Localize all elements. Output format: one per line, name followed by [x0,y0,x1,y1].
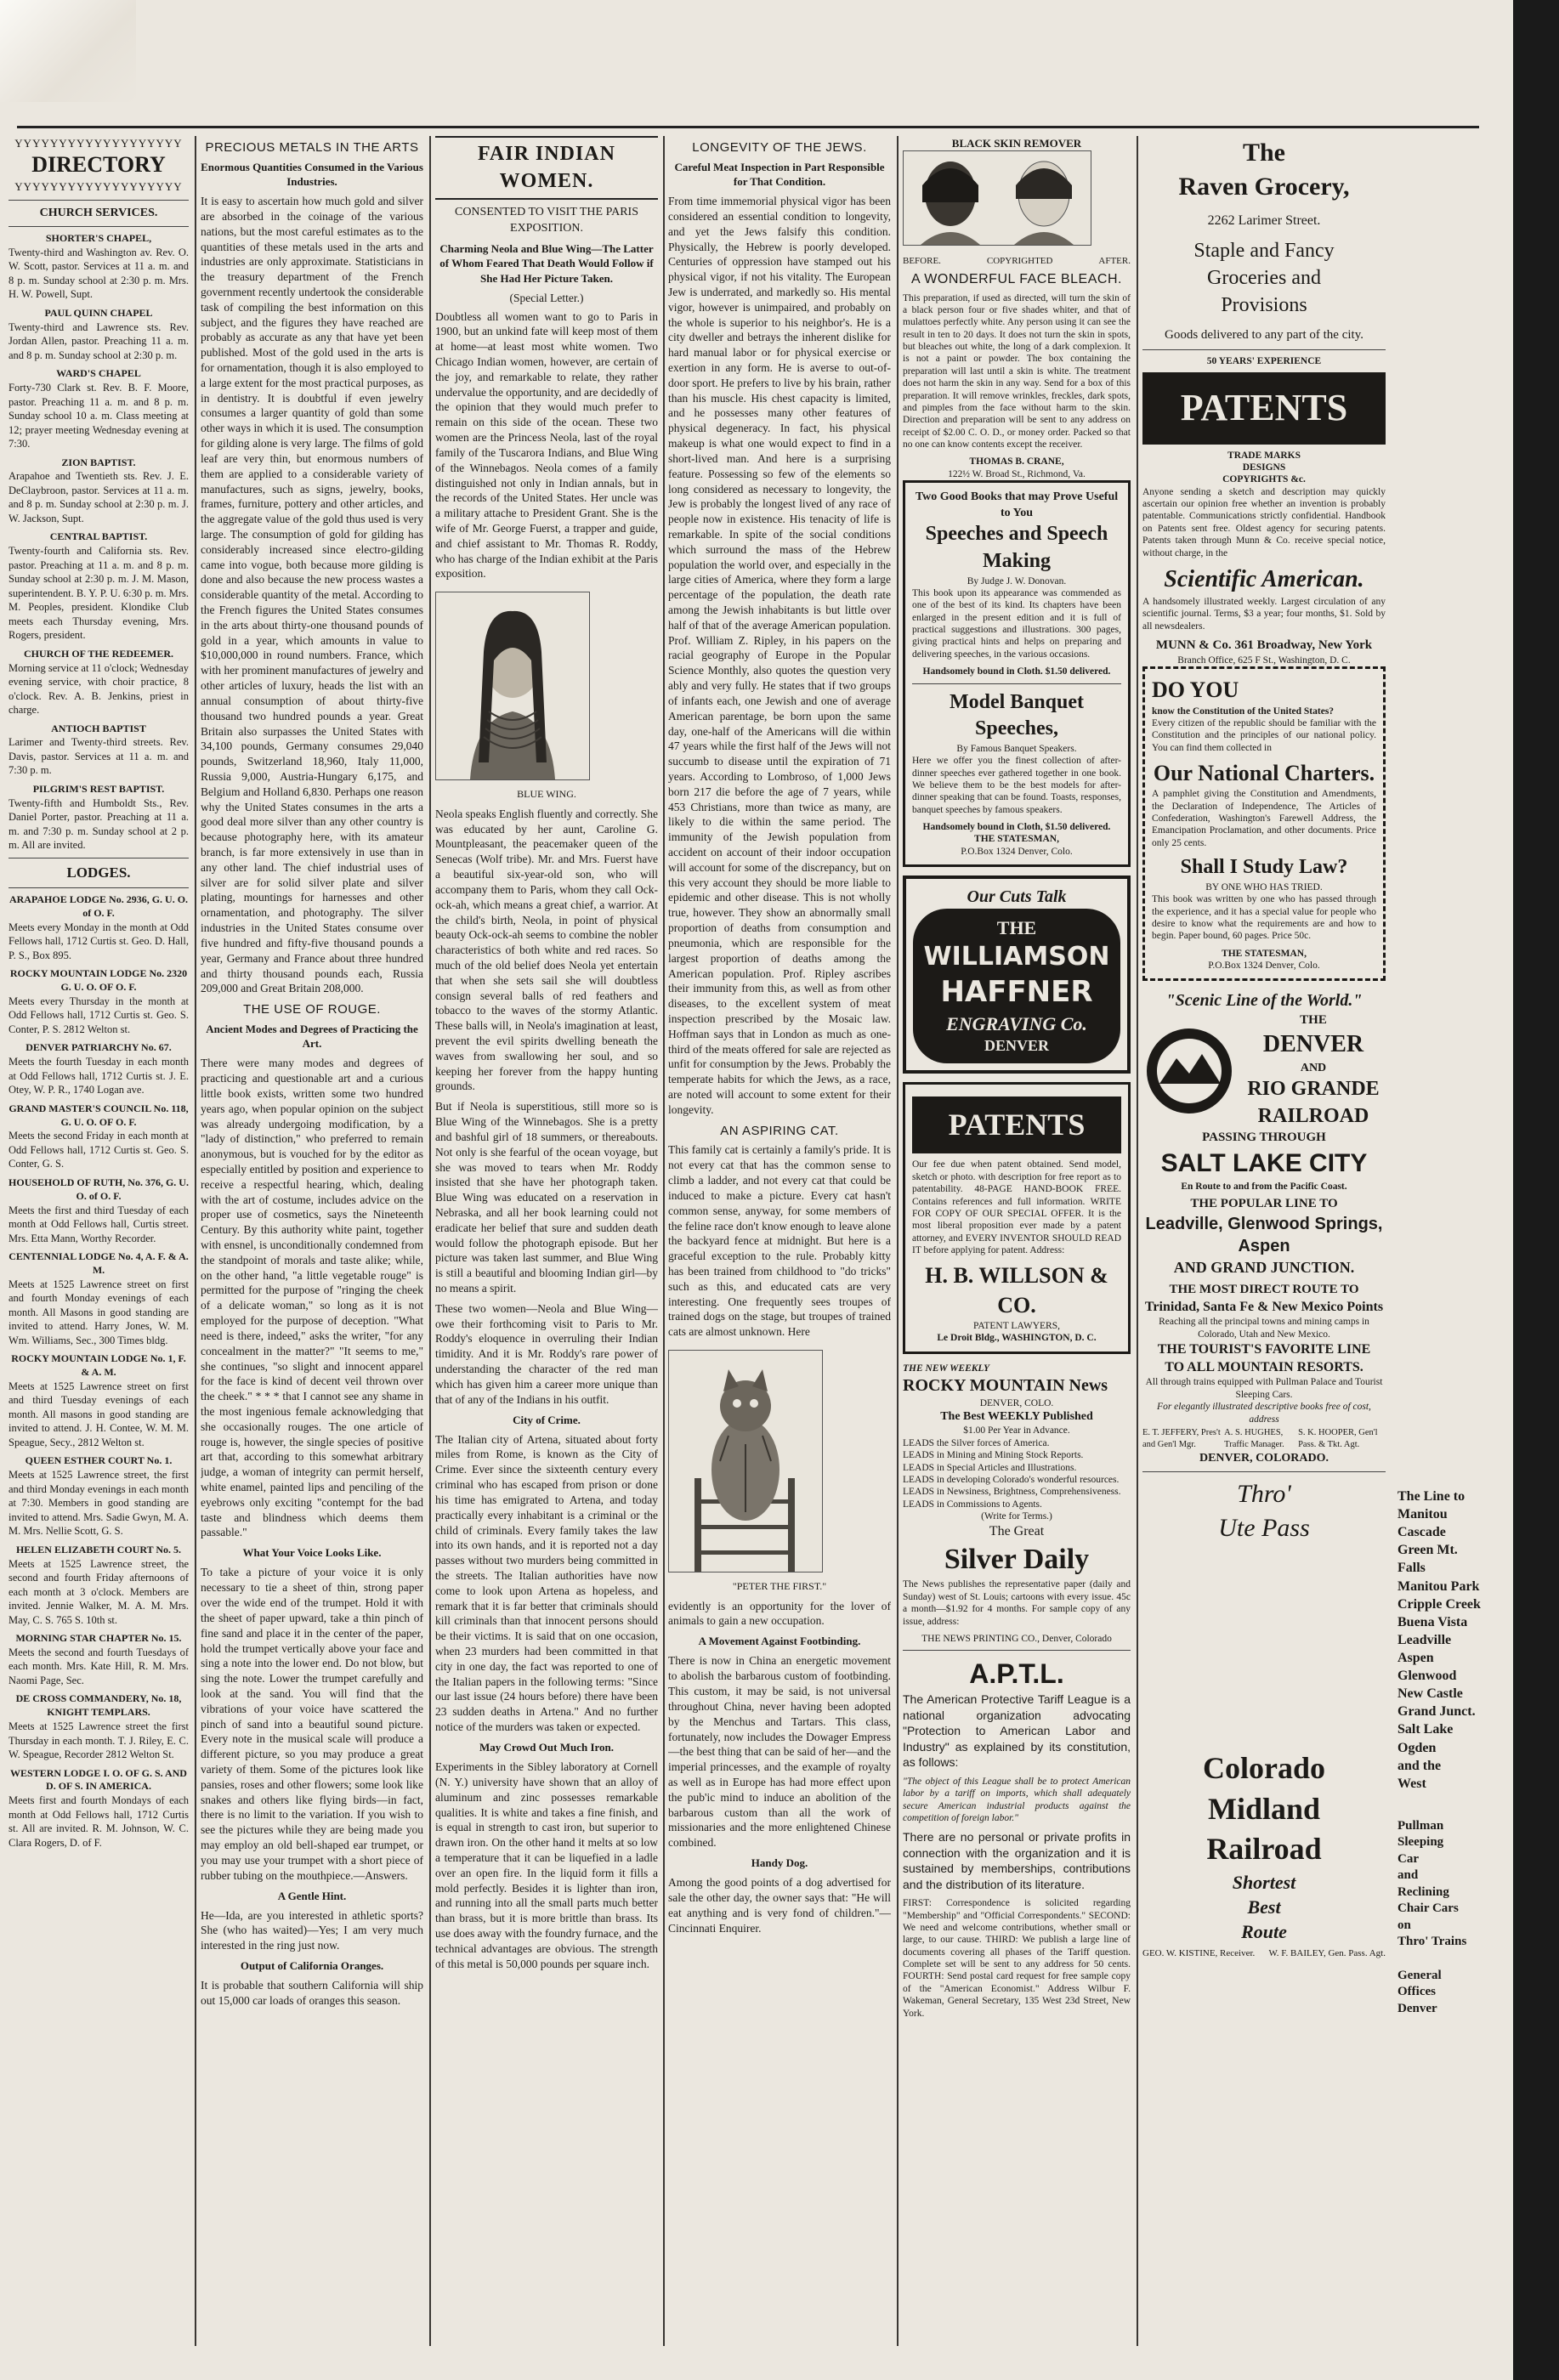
directory-entry-heading: HELEN ELIZABETH COURT No. 5. [15,1543,182,1556]
portrait-illustration [435,592,590,780]
directory-entry-text: Meets every Monday in the month at Odd Fellows hall, 1712 Curtis st. Geo. D. Hall, P. S., Box 895. [9,921,189,961]
directory-entry-text: Meets at 1525 Lawrence street on first and third Tuesday evenings of each month. All masons in good standing are invited to attend. J. H. Contee, W. M. M. Speague, Secy., 2812 Welton st. [9,1380,189,1448]
directory-entry-heading: ARAPAHOE LODGE No. 2936, G. U. O. of O. F. [9,893,189,919]
grocery-line: Provisions [1221,293,1307,316]
willson-patents-ad [903,1082,1131,1354]
article-text: There were many modes and degrees of practicing and questionable art and a curious little book exists, written some two hundred years ago, when popular opinion on the subject was already undergoing modification, by a "lady of distinction," who preferred to remain anonymous, but is vouched for by the editor as especially entitled by position and experience to receive a respectful hearing, which, dealing with the art of costume, includes advice on the proper use of cosmetics, says the Nineteenth Century. By this authority white paint, together with ensnel, is unconditionally condemned from the standpoint of morals and taste alike; while, on the other hand, "a little vegetable rouge" is permitted for the purpose of "ringing the cheek of a delicate woman," so long as it is not employed for the purpose of deception. "What need is there, indeed," asks the writer, "for any concealment in the matter?" "It seems to me," she continues, "so slight and innocent apparel for the face is kind of decent veil thrown over the cheek." * * * that I cannot see any shame in the most ingenious female acknowledging that she occasionally rouges. The one article of rouge is, however, the single species of positive art that, according to this somewhat arbitrary judge, a woman of integrity can permit herself, white enamel, painted lips and penciling of the eyebrows only exciting "contempt for the bad taste and blindness which deems them passable." [201,1057,423,1539]
directory-entry [9,1767,189,1850]
article-text: This family cat is certainly a family's pride. It is not every cat that has the common sense to climb a ladder, and not every cat that could be induced to make a picture. Every cat hasn't common sense, anyway, for some members of the feline race don't know enough to leave alone the backyard fence at midnight. But here is a graceful exception to the rule. Probably kitty has been trained from childhood to "do tricks" such as this, and educated cats are very interesting. One frequently sees troupes of trained dogs on the stage, but troupes of trained cats are almost unknown. Here [668,1143,891,1339]
face-bleach-ad [903,136,1131,480]
cm-name: Colorado [1203,1751,1325,1786]
news-kicker: THE NEW WEEKLY [903,1363,990,1374]
route-place: The Line to [1397,1489,1465,1504]
subheadline: Enormous Quantities Consumed in the Various Industries. [201,160,423,188]
cat-illustration [668,1350,823,1572]
cm-best: Best [1247,1896,1281,1918]
headline: Handy Dog. [751,1856,808,1870]
directory-entry [9,1102,189,1171]
rg-trinidad: Trinidad, Santa Fe & New Mexico Points [1144,1300,1384,1315]
advertiser-name: THOMAS B. CRANE, [969,456,1064,468]
route-place: Grand Junct. [1397,1704,1476,1720]
pullman-line: on [1397,1918,1411,1932]
directory-title: DIRECTORY [31,152,166,178]
route-place: West [1397,1776,1426,1791]
route-place: Manitou [1397,1507,1448,1522]
directory-entry-text: Meets the fourth Tuesday in each month at Odd Fellows hall, 1712 Curtis st. J. E. Otey, W. P. R., 1740 Logan ave. [9,1056,189,1096]
article-text: It is probable that southern California will ship out 15,000 car loads of oranges this season. [201,1979,423,2008]
route-place: Buena Vista [1397,1614,1468,1629]
rg-name: RAILROAD [1257,1104,1369,1127]
directory-entry-heading: ANTIOCH BAPTIST [51,722,146,734]
cm-pass: Ute Pass [1218,1513,1310,1542]
directory-entry [9,893,189,962]
silver-kicker: The Great [989,1524,1045,1539]
rg-destinations: Leadville, Glenwood Springs, Aspen [1145,1215,1383,1256]
directory-entry [9,367,189,450]
route-place: Falls [1397,1561,1426,1576]
directory-entry [9,648,189,717]
article-text: These two women—Neola and Blue Wing—owe their forthcoming visit to Paris to Mr. Roddy's eloquence in overruling their Indian timidity. And it is Mr. Roddy's rare power of understanding the character of the red man which has given him a career more unique than that of any of the Indians in his outfit. [435,1301,658,1406]
directory-entry [9,1352,189,1449]
rg-name: DENVER [1262,1030,1364,1057]
do-you-question: know the Constitution of the United States? [1152,706,1335,717]
patents-copyrights: COPYRIGHTS &c. [1222,474,1306,485]
rg-officer: A. S. HUGHES, Traffic Manager. [1224,1427,1284,1449]
before-after-illustration [903,150,1091,246]
book-description: Here we offer you the finest collection of after-dinner speeches ever gathered together in one book. We believe them to be the best models for after-dinner speaking that can be found. Toasts, responses, banquet speeches by famous speakers. [912,756,1121,815]
directory-entry [9,1454,189,1538]
offices-line: Offices [1397,1985,1436,1999]
rg-route: En Route to and from the Pacific Coast. [1181,1181,1347,1192]
headline: May Crowd Out Much Iron. [479,1740,615,1754]
directory-entry-heading: WARD'S CHAPEL [56,367,141,380]
grocery-the: The [1242,139,1285,167]
headline: LONGEVITY OF THE JEWS. [692,140,867,155]
law-author: BY ONE WHO HAS TRIED. [1205,881,1323,892]
news-price: $1.00 Per Year in Advance. [963,1425,1070,1436]
books-heading: Two Good Books that may Prove Useful to You [915,490,1119,519]
directory-entry-text: Larimer and Twenty-third streets. Rev. Davis, pastor. Services at 11 a. m. and 7:30 p. m. [9,736,189,777]
book-author: By Famous Banquet Speakers. [956,743,1077,754]
rg-resorts: TO ALL MOUNTAIN RESORTS. [1165,1360,1363,1375]
silver-text: The News publishes the representative paper (daily and Sunday) west of St. Louis; cartoons with every issue. 45c a month—$1.92 for 4 months. For sample copy of any issue, address: [903,1579,1131,1627]
book-price: Handsomely bound in Cloth, $1.50 delivered. [922,822,1111,833]
publisher-name: THE STATESMAN, [974,834,1059,845]
news-leads-list [903,1437,1131,1510]
patents-firm: H. B. WILLSON & CO. [925,1263,1108,1318]
rg-passing: PASSING THROUGH [1202,1130,1326,1145]
directory-entry [9,530,189,642]
headline: FAIR INDIAN WOMEN. [435,136,658,200]
advertisement-column-2 [1142,136,1386,2346]
silver-address: THE NEWS PRINTING CO., Denver, Colorado [921,1633,1112,1644]
directory-entry [9,307,189,362]
munn-branch: Branch Office, 625 F St., Washington, D. C. [1177,654,1351,666]
column-rule [429,136,431,2346]
directory-entry-text: Meets at 1525 Lawrence street, the first and third Monday evenings in each month at 7:30. Members in good standing are invited to attend. Mrs. Sadie Gwyn, M. A. M. Mrs. Nellie Scott, G. S. [9,1469,189,1538]
directory-entry-text: Meets every Thursday in the month at Odd Fellows hall, 1712 Curtis st. Geo. S. Conter, P. S. 2812 Welton st. [9,994,189,1035]
directory-entry-heading: HOUSEHOLD OF RUTH, No. 376, G. U. O. of O. F. [9,1176,189,1202]
aptl-text: FIRST: Correspondence is solicited regarding "Membership" and "Official Correspondents." SECOND: We need and welcome contributions, whether small or large, to our cause. THIRD: We publish a large line of documents covering all phases of the Tariff question. Complete set will be sent to any address for 50 cents. FOURTH: Send postal card request for free sample copy of the "American Economist." Address Wilbur F. Wakeman, General Secretary, 135 West 23d Street, New York. [903,1898,1131,2019]
directory-entry [9,967,189,1036]
rg-officer: E. T. JEFFERY, Pres't and Gen'l Mgr. [1142,1427,1221,1449]
scientific-american: Scientific American. [1164,565,1364,592]
route-place: Salt Lake [1397,1722,1454,1737]
patents-heading: PATENTS [1142,372,1386,444]
pullman-line: Pullman [1397,1818,1444,1833]
rg-direct: THE MOST DIRECT ROUTE TO [1169,1282,1359,1296]
cm-thro: Thro' [1237,1480,1291,1509]
route-place: and the [1397,1758,1442,1773]
directory-entry-heading: WESTERN LODGE I. O. OF G. S. AND D. OF S. IN AMERICA. [10,1766,187,1793]
directory-entry-text: Arapahoe and Twentieth sts. Rev. J. E. DeClaybroon, pastor. Services at 11 a. m. and 8 p. m. Sunday school at 2:30 p. m. J. W. Jackson, Supt. [9,470,189,524]
news-lead-item: LEADS in Mining and Mining Stock Reports. [903,1450,1084,1461]
grocery-delivery: Goods delivered to any part of the city. [1165,328,1363,343]
engraving-city: DENVER [984,1037,1049,1055]
directory-column [9,136,189,2346]
directory-entry-text: Meets at 1525 Lawrence street, the second and fourth Friday afternoons of each month at 3 o'clock. Members are invited. Jennie Walker, M. A. M. Mrs. May, C. S. 765 S. 10th st. [9,1557,189,1626]
directory-entry-heading: DENVER PATRIARCHY No. 67. [26,1041,172,1054]
headline: PRECIOUS METALS IN THE ARTS [205,140,419,155]
article-text: Among the good points of a dog advertised for sale the other day, the owner says that: "He will eat anything and is very fond of children."—Cincinnati Enquirer. [668,1876,891,1935]
news-title: ROCKY MOUNTAIN News [903,1376,1108,1396]
route-place: Cascade [1397,1525,1446,1540]
pullman-line: Sleeping [1397,1835,1444,1850]
headline: A Movement Against Footbinding. [698,1635,861,1648]
church-list [9,232,189,853]
rg-trains: All through trains equipped with Pullman Palace and Tourist Sleeping Cars. [1145,1377,1383,1400]
midland-route-list [1397,1488,1498,2346]
publisher-name: THE STATESMAN, [1222,948,1307,959]
subheadline: CONSENTED TO VISIT THE PARIS EXPOSITION. [454,206,638,235]
article-column-2 [435,136,658,2346]
article-text: Doubtless all women want to go to Paris in 1900, but an unkind fate will keep most of them at home—at least most white women. Two Chicago Indian women, however, are certain of the joy, and remarkable to relate, they rather undervalue the opportunity, and are decidedly of the opinion that they would much prefer to remain on this side of the ocean. These two women are the Princess Neola, last of the royal family of the Tuscarora Indians, and Blue Wing of the Winnebagos. Neola comes of a family distinguished not only in Indian annals, but in the records of the United States. Her uncle was a military attache to President Grant. She is the wife of Mr. George Fuerst, a trapper and guide, and chief assistant to Mr. Thomas R. Roddy, who has charge of the Indian exhibit at the Paris exposition. [435,309,658,581]
rg-salt-lake: SALT LAKE CITY [1160,1149,1368,1178]
lodge-list [9,893,189,1850]
book-price: Handsomely bound in Cloth. $1.50 delivered. [922,666,1111,677]
directory-entry-heading: DE CROSS COMMANDERY, No. 18, KNIGHT TEMPLARS. [15,1692,182,1719]
article-text: Neola speaks English fluently and correctly. She was educated by her aunt, Caroline G. Mountpleasant, the peacemaker queen of the Senecas (Wolf tribe). Mr. and Mrs. Fuerst have a beautiful six-year-old son, who will accompany them to Paris, whom they call Ock-ock-ah, which means a great chief, a warrior. At the child's birth, Neola, in point of physical beauty Ock-ock-ah seems to combine the nobler characteristics of both white and red races. So much of the old belief does Neola yet entertain that when she sets sail she will doubtless consign several balls of red feathers and tobacco to the waves of the stormy Atlantic. These balls will, in Neola's imagination at least, prevent the evil spirits dwelling beneath the waves from swallowing her soul, and so keeping her forever from the happy hunting grounds. [435,807,658,1093]
engraving-ad [903,876,1131,1074]
rg-and: AND [1300,1061,1327,1074]
article-text: Experiments in the Sibley laboratory at Cornell (N. Y.) university have shown that an alloy of aluminum and zinc possesses remarkable qualities. It is white and takes a fine finish, and is equal in strength to cast iron, but superior to drawn iron. On the other hand it melts at so low a temperature that it can be liquefied in a ladle over an open fire. In the liquid form it fills a mold perfectly. Besides it is lighter than iron, and running into all the small parts much better than brass, but it is more brittle than brass. Its use does away with the foundry furnace, and the technical advantages are obvious. The strength of this metal is 50,000 pounds per square inch. [435,1760,658,1970]
cm-name: Railroad [1206,1832,1322,1867]
books-ad [903,480,1131,867]
directory-entry-heading: PAUL QUINN CHAPEL [44,306,153,319]
face-bleach-text: This preparation, if used as directed, will turn the skin of a black person four or five shades whiter, and that of mulattoes perfectly white. Any person using it can see the result in ten to 20 days. It does not turn the skin in spots, but bleaches out white, the long of a dark complexion. It is not a paint or powder. The box containing the preparation will last until a skin is white. The treatment does not harm the skin in any way. Send for a box of this preparation. It will remove wrinkles, freckles, dark spots, and pimples from the face without harm to the skin. Direction and preparation will be sent to any address on receipt of $2.00 C. O. D., or money order. Packed so that no one can know contents except the receiver. [903,292,1131,450]
book-title: Speeches and Speech Making [925,523,1108,572]
law-text: This book was written by one who has passed through the experience, and it has a special value for people who desire to know what the requirements are and how to begin. Paper bound, 60 pages. Price 50c. [1152,894,1376,942]
rio-grande-logo-icon [1142,1024,1236,1118]
route-place: Glenwood [1397,1669,1457,1684]
rg-officer: S. K. HOOPER, Gen'l Pass. & Tkt. Agt. [1298,1427,1378,1449]
book-author: By Judge J. W. Donovan. [967,575,1067,586]
engraving-name: WILLIAMSON [923,941,1110,972]
headline: AN ASPIRING CAT. [720,1123,839,1138]
column-rule [663,136,665,2346]
directory-entry-heading: PILGRIM'S REST BAPTIST. [32,782,165,795]
after-label: AFTER. [1098,255,1131,266]
grocery-address: 2262 Larimer Street. [1207,213,1321,229]
offices-line: Denver [1397,2001,1437,2015]
charters-heading: Our National Charters. [1153,761,1375,785]
article-text: But if Neola is superstitious, still more so is Blue Wing of the Winnebagos. She is a pretty and bashful girl of 18 summers, or thereabouts. Not only is she fearful of the ocean voyage, but she was moved to tears when Mr. Roddy insisted that she have her photograph taken. Blue Wing was educated on a reservation in Nebraska, and all her book learning could not eradicate her belief that sure and sudden death would follow the photograph episode. But her picture was taken last summer, and Blue Wing is still a beautiful and blooming Indian girl—by no means a spirit. [435,1100,658,1295]
pullman-line: Thro' Trains [1397,1935,1467,1949]
headline: Output of California Oranges. [240,1959,384,1973]
rg-name: RIO GRANDE [1247,1078,1380,1101]
column-rule [897,136,899,2346]
directory-entry-text: Meets first and fourth Mondays of each month at Odd Fellows hall, 1712 Curtis st. All are invited. R. M. Johnson, W. C. Clara Rogers, D. of F. [9,1794,189,1849]
grocery-line: Staple and Fancy [1193,240,1335,263]
directory-entry-text: Twenty-fourth and California sts. Rev. pastor. Preaching at 11 a. m. and 8 p. m. Sunday school at 2:30 p. m. J. M. Mason, superintendent. B. Y. P. U. 6:30 p. m. Mrs. M. Peoples, president. Klondike Club meets each Thursday evening, Mrs. Rogers, president. [9,545,189,642]
news-lead-item: LEADS in Special Articles and Illustrations. [903,1462,1077,1473]
directory-entry-text: Forty-730 Clark st. Rev. B. F. Moore, pastor. Preaching 11 a. m. and 8 p. m. Sunday school 10 a. m. Class meeting at 12; prayer meeting Wednesday evening at 7:30. [9,382,189,450]
headline: A Gentle Hint. [277,1889,347,1902]
patents-text: Our fee due when patent obtained. Send model, sketch or photo. with description for free report as to patentability. 48-PAGE HAND-BOOK FREE. Contains references and full information. WRITE FOR COPY OF OUR SPECIAL OFFER. It is the most liberal proposition ever made by a patent attorney, and EVERY INVENTOR SHOULD READ IT before applying for patent. Address: [912,1159,1121,1256]
route-place: Aspen [1397,1650,1434,1665]
directory-entry-heading: ZION BAPTIST. [61,456,136,468]
munn-patents-ad [1142,355,1386,666]
cm-route: Route [1241,1920,1287,1942]
rio-grande-ad [1142,989,1386,1466]
top-rule [17,126,1479,128]
directory-entry [9,1544,189,1627]
aptl-text: There are no personal or private profits in connection with the organization and it is sustained by memberships, contributions and the distribution of its literature. [903,1830,1131,1891]
directory-entry [9,1250,189,1347]
article-text: There is now in China an energetic movement to abolish the barbarous custom of footbinding. This custom, it may be said, is not universal throughout China, never having been adopted by the Menchus and Tartars. This class, fortunately, now includes the Dowager Empress—the best thing that can be said of her—and the imperial princesses, and the example of royalty as well as in Europe has had more effect upon the pub'ic mind to induce an abolition of the barbarous custom than all the work of missionaries and the more enlightened Chinese combined. [668,1654,891,1850]
directory-entry-heading: ROCKY MOUNTAIN LODGE No. 1, F. & A. M. [11,1352,186,1379]
portrait-caption: BLUE WING. [517,788,576,800]
cat-caption: "PETER THE FIRST." [732,1579,827,1592]
headline: City of Crime. [513,1413,581,1426]
article-text: From time immemorial physical vigor has been considered an essential condition to longevity, and yet the Jews falsify this condition. Physically, the Hebrew is poorly developed. Centuries of oppression have stamped out his physical vigor, if not his vitality. The European Jew is underrated, and markedly so. His mental vigor, however is unimpaired, and probably on the whole is superior to his neighbor's. He is a city dweller and betrays the inherent dislike for hard manual labor or for physical exercise or exertion in any form. He is averse to out-of-door sport. He prefers to live by his brain, rather than his muscle. His chest capacity is limited, and he possesses many other features of physical degeneracy. In fact, his physical makeup is what one would expect to find in a short-lived man. And here is a surprising feature. Possessing so few of the elements so long considered as necessary to longevity, the Jew is probably the longest lived of any race of people now in existence. His tenacity of life is remarkable. In spite of the social conditions which surround the mass of the Hebrew population the world over, and especially in the large cities of America, where they form a large percentage of the population, the death rate among the Jewish inhabitants is but little over half of that of the average American population. Prof. William Z. Ripley, in his papers on the racial geography of Europe in the Popular Science Monthly, also quotes the question very ably and very fully. He states that if two groups of infants each, one Jewish and one of average American parentage, be born upon the same day, one-half of the Americans will die within 47 years while the first half of the Jews will not succumb to disease until the expiration of 71 years. According to Lombroso, of 1,000 Jews born 217 die before the age of 7 years, while 453 Christians, more than twice as many, are likely to die within the same period. The immunity of the Jewish population from accident on account of their indoor occupation will account for some of the discrepancy, but on this very account they should be more liable to epidemic and other disease. This is not wholly true, however. They show an abnormally small proportion of deaths from consumption and pneumonia, which are responsible for the largest proportion of deaths among the American population. Prof. Ripley ascribes their immunity from this, as well as from other diseases, to the excellent system of meat inspection prescribed by the Mosaic law. Hoffman says that in London as much as one-third of the meats offered for sale are rejected as unfit for consumption by the Jews. Probably the temperate habits for which the Jews, as a race, are noted will account to some extent for their longevity. [668,195,891,1116]
engraving-tagline: Our Cuts Talk [967,887,1067,907]
directory-entry [9,722,189,778]
munn-address: MUNN & Co. 361 Broadway, New York [1155,638,1373,653]
patents-role: PATENT LAWYERS, [973,1321,1060,1332]
directory-banner: YYYYYYYYYYYYYYYYYYY [14,180,183,194]
article-text: The Italian city of Artena, situated about forty miles from Rome, is known as the City of Crime. Ever since the sixteenth century every criminal who has escaped from prison or done his time has emigrated to Artena, and today practically every inhabitant is a criminal or the child of criminals. Every family takes the law into its own hands, and it is reported not a day passes without two murders being committed in the streets. The Italian authorities have now come to look upon Artena as hopeless, and remark that it is far better that criminals should kill criminals than that innocent persons should be their victims. It is said that on one occasion, when 23 murders had been committed in that city in one day, the fact was reported to one of the Italian papers in the following terms: "Since our last issue (24 hours before) there have been 23 sudden deaths in Artena." And no further notice of the murders was taken or expected. [435,1432,658,1734]
directory-entry-text: Meets the second Friday in each month at Odd Fellows hall, 1712 Curtis st. Geo. S. Conter, G. S. [9,1130,189,1170]
directory-entry-text: Twenty-third and Lawrence sts. Rev. Jordan Allen, pastor. Preaching 11 a. m. and 8 p. m. Sunday school at 2:30 p. m. [9,320,189,361]
rg-tourist: THE TOURIST'S FAVORITE LINE [1157,1342,1371,1357]
folded-corner [0,0,136,102]
copyright-label: COPYRIGHTED [986,255,1053,266]
article-column-3 [668,136,891,2346]
cm-name: Midland [1207,1791,1321,1826]
patents-heading: PATENTS [912,1096,1121,1154]
directory-entry-heading: CENTRAL BAPTIST. [49,530,148,543]
patents-marks: TRADE MARKS [1227,450,1301,461]
rg-destinations: AND GRAND JUNCTION. [1173,1258,1355,1276]
article-text: It is easy to ascertain how much gold and silver are absorbed in the coinage of the various nations, but the most careful estimates as to the quantities of these metals used in the arts and industries are only approximate. Statisticians in the treasury department of the French government recently undertook the considerable task of compiling the best information on this subject, and the figures they have reached are probably as accurate as any that have yet been published. Most of the gold used in the arts is for ornamentation, though it is also employed to a large extent for the most practical purposes, as in dentistry. It is doubtful if even jewelry consumes a larger quantity of gold than some other ways in which it is used. The consumption for gilding alone is very large. The films of gold leaf are very thin, but enormous numbers of them are applied to a considerable variety of manufactures, such as signs, jewelry, books, frames, furniture, pottery and other articles, and the aggregate value of the gold thus used is very large. The consumption of gold for gilding has considerably increased since electro-gilding came into vogue, both because more gilding is done and also because the new process wastes a considerable quantity of the metal. According to the French figures the United States consumes in the arts about thirty-one thousand pounds of gold in a year, which amounts in value to $10,000,000 in round numbers. France, which with her prominent manufactures of jewelry and other articles of luxury, heads the list with an annual consumption of about thirty-five thousand two hundred pounds a year. Great Britain also surpasses the United States with 34,100 pounds, Germany consumes 29,040 pounds, Switzerland 18,960, Italy 11,000, Russia 9,000, Austria-Hungary 6,175, and Belgium and Holland 6,830. Perhaps one reason why the United States consumes in the arts a good deal more silver than any other country is because photography here, with its amateur branch, is far more extensively in use than in any other land. The chief industrial uses of silver are for solid silver plate and silver plating, mountings for harnesses and other ornamentation, and photography. The silver industries in the United States consume over five hundred and fifty-five thousand pounds a year, Germany and France about three hundred and thirty thousand pounds each, Russia 209,000 and Great Britain 208,000. [201,195,423,995]
directory-entry-heading: SHORTER'S CHAPEL, [45,232,152,245]
rg-booklet: For elegantly illustrated descriptive books free of cost, address [1157,1402,1371,1425]
directory-entry [9,456,189,526]
charters-ad [1142,666,1386,981]
directory-entry-text: Meets at 1525 Lawrence street on first and fourth Monday evenings of each month. All Masons in good standing are invited to attend. Harry Jones, W. M. Wm. Williams, Sec., 300 Times bldg. [9,1278,189,1346]
cm-shortest: Shortest [1232,1871,1296,1893]
face-bleach-heading: A WONDERFUL FACE BLEACH. [911,272,1122,287]
route-place: Leadville [1397,1632,1452,1647]
pullman-line: and [1397,1868,1419,1883]
route-place: Cripple Creek [1397,1596,1481,1612]
directory-entry-text: Meets the first and third Tuesday of each month at Odd Fellows hall, Curtis street. Mrs. Etta Mann, Worthy Recorder. [9,1204,189,1244]
publisher-address: P.O.Box 1324 Denver, Colo. [1208,960,1320,972]
directory-entry-heading: QUEEN ESTHER COURT No. 1. [25,1454,173,1467]
route-place: Ogden [1397,1740,1437,1755]
directory-entry [9,783,189,853]
news-lead-item: LEADS in Newsiness, Brightness, Comprehensiveness. [903,1487,1121,1498]
pullman-line: Car [1397,1851,1419,1866]
aptl-text: The American Protective Tariff League is a national organization advocating "Protection to American Labor and Industry" as explained by its constitution, as follows: [903,1692,1131,1770]
advertiser-address: 122½ W. Broad St., Richmond, Va. [948,468,1086,479]
article-text: He—Ida, are you interested in athletic sports? She (who has waited)—Yes; I am very much interested in the ring just now. [201,1908,423,1952]
directory-entry-heading: CHURCH OF THE REDEEMER. [23,647,173,660]
do-you-text: Every citizen of the republic should be familiar with the Constitution and the principles of our national policy. You can find them collected in [1152,717,1376,753]
book-title: Model Banquet Speeches, [949,690,1084,740]
directory-banner: YYYYYYYYYYYYYYYYYYY [14,137,183,150]
pullman-line: Reclining [1397,1884,1449,1899]
grocery-ad [1142,136,1386,344]
subheadline: Charming Neola and Blue Wing—The Latter of Whom Feared That Death Would Follow if She Had Her Picture Taken. [439,242,654,285]
pullman-line: Chair Cars [1397,1901,1459,1916]
patents-text: Anyone sending a sketch and description may quickly ascertain our opinion free whether an invention is probably patentable. Communications strictly confidential. Handbook on Patents sent free. Oldest agency for securing patents. Patents taken through Munn & Co. receive special notice, without charge, in the [1142,486,1386,558]
directory-entry-text: Meets at 1525 Lawrence street the first Thursday in each month. T. J. Riley, E. C. W. Speague, Recorder 2812 Welton St. [9,1720,189,1761]
engraving-the: THE [996,916,1037,938]
cm-officer: W. F. BAILEY, Gen. Pass. Agt. [1268,1947,1386,1958]
directory-entry-text: Twenty-third and Washington av. Rev. O. W. Scott, pastor. Services at 11 a. m. and 8 p. m. Sunday school at 2:30 p. m. Mrs. H. W. Powell, Supt. [9,246,189,301]
dateline: (Special Letter.) [509,291,584,304]
grocery-name: Raven Grocery, [1178,172,1350,201]
patents-designs: DESIGNS [1242,462,1286,473]
aptl-heading: A.P.T.L. [969,1658,1064,1690]
directory-entry [9,232,189,302]
route-place: Manitou Park [1397,1578,1480,1594]
skin-remover-title: BLACK SKIN REMOVER [951,137,1082,150]
aptl-text: "The object of this League shall be to protect American labor by a tariff on imports, which shall adequately secure American industrial products against the competition of foreign labor." [903,1776,1131,1823]
rg-reach: Reaching all the principal towns and mining camps in Colorado, Utah and New Mexico. [1159,1317,1369,1340]
directory-entry [9,1041,189,1096]
before-label: BEFORE. [903,255,941,266]
cm-officer: GEO. W. KISTINE, Receiver. [1142,1947,1256,1958]
directory-entry [9,1176,189,1245]
rocky-mountain-news-ad [903,1363,1131,1645]
directory-entry-text: Morning service at 11 o'clock; Wednesday evening service, with choir practice, 8 o'clock. Rev. A. B. Jenkins, priest in charge. [9,661,189,717]
directory-entry-text: Meets the second and fourth Tuesdays of each month. Mrs. Kate Hill, R. M. Mrs. Naomi Page, Sec. [9,1646,189,1686]
directory-entry [9,1632,189,1687]
silver-title: Silver Daily [944,1543,1090,1575]
news-best: The Best WEEKLY Published [940,1409,1093,1423]
charters-text: A pamphlet giving the Constitution and Amendments, the Declaration of Independence, The Articles of Confederation, Washington's Farewell Address, the Emancipation Proclamation, and other documents. Price only 25 cents. [1152,789,1376,848]
directory-entry-heading: MORNING STAR CHAPTER No. 15. [15,1632,182,1645]
rg-city: DENVER, COLORADO. [1199,1451,1329,1465]
rg-the: THE [1300,1012,1327,1027]
lodges-heading: LODGES. [66,864,131,881]
directory-entry-text: Twenty-fifth and Humboldt Sts., Rev. Daniel Porter, pastor. Preaching at 11 a. m. and 7:30 p. m. Sunday school at 2 p. m. All are invited. [9,796,189,852]
news-lead-item: LEADS in Commissions to Agents. [903,1499,1042,1510]
headline: THE USE OF ROUGE. [243,1002,381,1017]
subheadline: Ancient Modes and Degrees of Practicing the Art. [206,1022,418,1051]
rg-tagline: "Scenic Line of the World." [1165,991,1363,1011]
patents-address: Le Droit Bldg., WASHINGTON, D. C. [937,1333,1097,1344]
article-text: evidently is an opportunity for the lover of animals to gain a new occupation. [668,1599,891,1628]
advertisement-column-1 [903,136,1131,2346]
article-column-1 [201,136,423,2346]
scientific-american-text: A handsomely illustrated weekly. Largest circulation of any scientific journal. Terms, $3 a year; four months, $1. Sold by all newsdealers. [1142,596,1386,632]
subheadline: Careful Meat Inspection in Part Responsible for That Condition. [674,160,885,188]
news-terms: (Write for Terms.) [981,1511,1052,1522]
colorado-midland-ad [1142,1477,1386,1959]
church-services-heading: CHURCH SERVICES. [39,206,158,219]
directory-entry-heading: CENTENNIAL LODGE No. 4, A. F. & A. M. [9,1250,189,1276]
offices-line: General [1397,1968,1442,1982]
directory-entry-heading: ROCKY MOUNTAIN LODGE No. 2320 G. U. O. OF O. F. [9,967,188,994]
article-text: To take a picture of your voice it is only necessary to tie a sheet of thin, strong paper over the wide end of the trumpet. Hold it with the sheet of paper upward, take a thin pinch of fine sand and place it in the center of the paper, hold the trumpet vertically above your face and sing a note into the lower end. Do not blow, but sing the note. Lower the trumpet carefully and look at the sand. You will find that the vibrations of your voice have scattered the pinch of sand into a beautiful sound picture. Every note in the musical scale will produce a different picture, so you may produce a great variety of them. Some of the pictures look like pansies, roses and other flowers; some look like snakes and others like flying birds—in fact, there is no limit to the variation. If you wish to see the pictures while they are being made you may employ an old bell-shaped ear trumpet, or you may use your trumpet with a short piece of rubber tubing on the mouthpiece.—Answers. [201,1566,423,1882]
news-lead-item: LEADS in developing Colorado's wonderful resources. [903,1474,1120,1485]
column-rule [1137,136,1138,2346]
book-description: This book upon its appearance was commended as one of the best of its kind. Its chapters have been enlarged in the present edition and it is full of practical suggestions and illustrations. 300 pages, giving practical hints and helps on preparing and delivering speeches, in the various occasions. [912,587,1121,660]
route-place: Green Mt. [1397,1543,1458,1558]
grocery-line: Groceries and [1207,266,1321,289]
patents-years: 50 YEARS' EXPERIENCE [1206,356,1322,367]
aptl-ad [903,1656,1131,2020]
rg-popular: THE POPULAR LINE TO [1190,1197,1338,1211]
publisher-address: P.O.Box 1324 Denver, Colo. [961,846,1073,857]
engraving-name: HAFFNER [940,975,1093,1010]
route-place: New Castle [1397,1686,1463,1702]
directory-entry-heading: GRAND MASTER'S COUNCIL No. 118, G. U. O. OF O. F. [9,1102,189,1128]
news-lead-item: LEADS the Silver forces of America. [903,1437,1050,1448]
law-heading: Shall I Study Law? [1180,856,1348,879]
engraving-name: ENGRAVING Co. [946,1013,1087,1035]
do-you-heading: DO YOU [1152,677,1239,703]
news-city: DENVER, COLO. [979,1397,1054,1408]
column-rule [195,136,196,2346]
directory-entry [9,1692,189,1761]
headline: What Your Voice Looks Like. [242,1546,382,1560]
